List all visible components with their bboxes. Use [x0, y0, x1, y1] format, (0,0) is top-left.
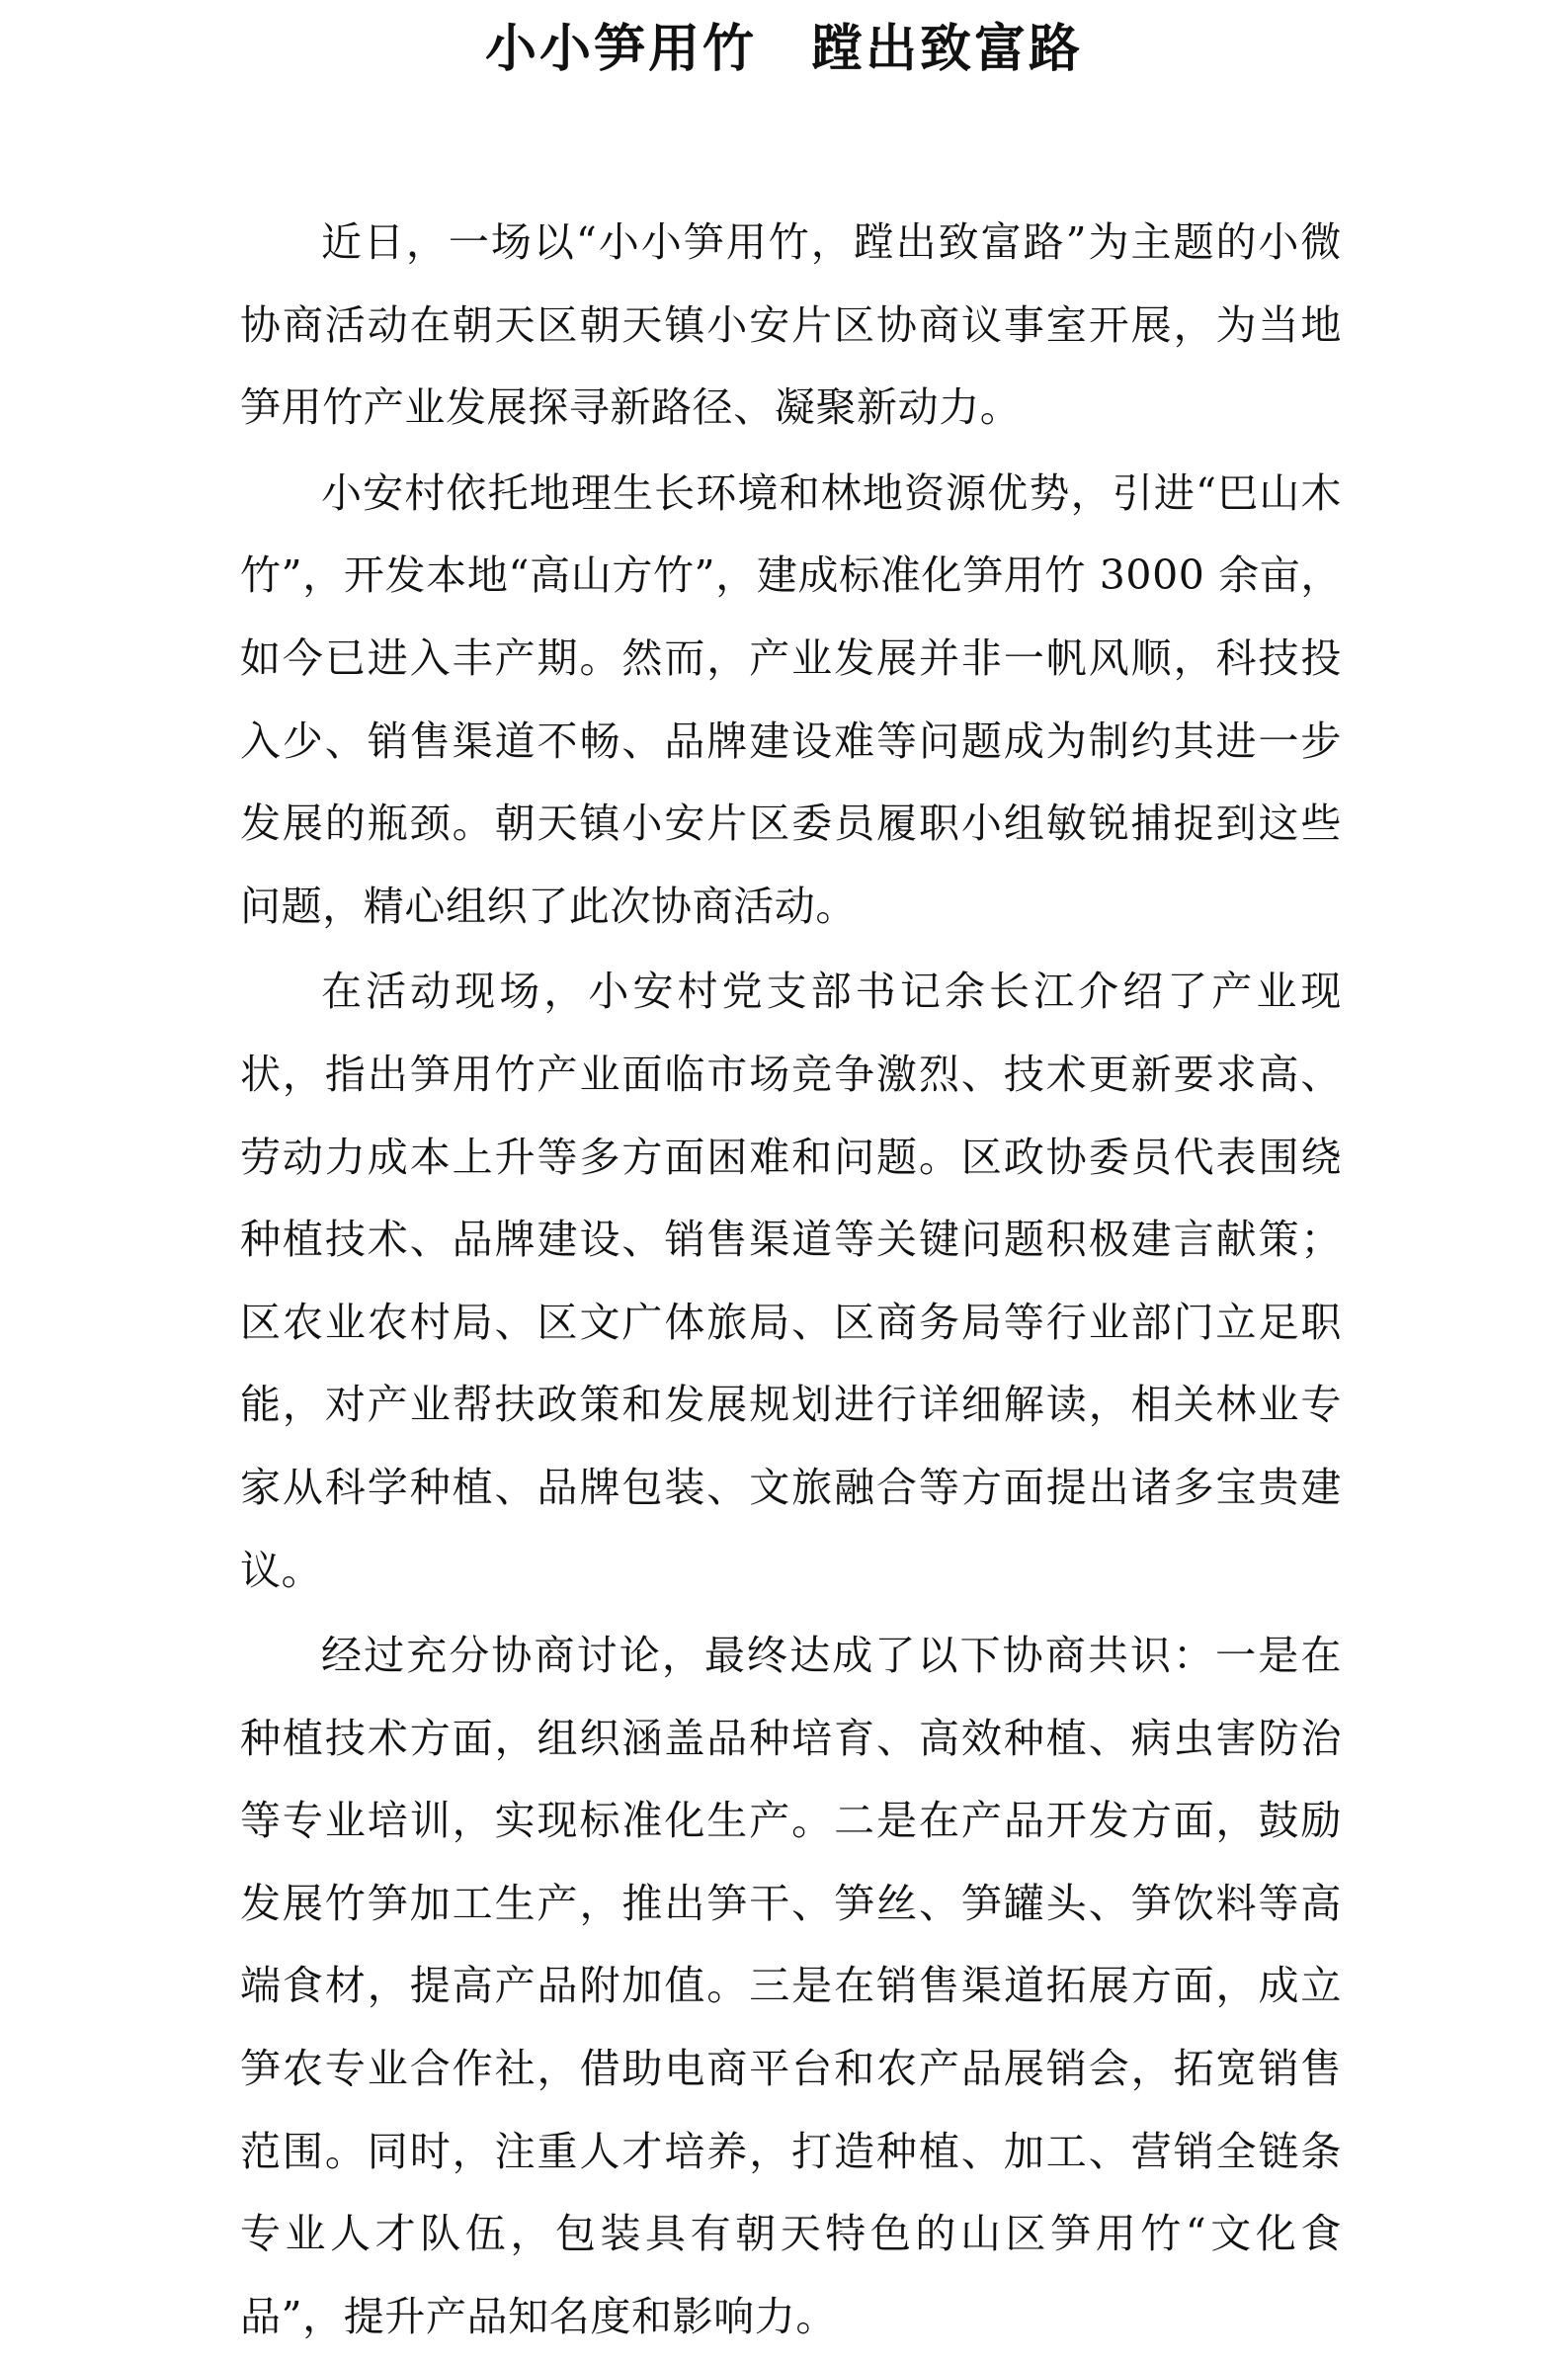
paragraph-3: 在活动现场，小安村党支部书记余长江介绍了产业现状，指出笋用竹产业面临市场竞争激烈、技术更新要求高、劳动力成本上升等多方面困难和问题。区政协委员代表围绕种植技术、品牌建设、销售渠道等关键问题积极建言献策；区农业农村局、区文广体旅局、区商务局等行业部门立足职能，对产业帮扶政策和发展规划进行详细解读，相关林业专家从科学种植、品牌包装、文旅融合等方面提出诸多宝贵建议。 [240, 968, 1342, 1594]
paragraph-1: 近日，一场以“小小笋用竹，蹚出致富路”为主题的小微协商活动在朝天区朝天镇小安片区协商议事室开展，为当地笋用竹产业发展探寻新路径、凝聚新动力。 [240, 218, 1342, 432]
paragraph-2: 小安村依托地理生长环境和林地资源优势，引进“巴山木竹”，开发本地“高山方竹”，建成标准化笋用竹 3000 余亩，如今已进入丰产期。然而，产业发展并非一帆风顺，科技投入少、销售渠道不畅、品牌建设难等问题成为制约其进一步发展的瓶颈。朝天镇小安片区委员履职小组敏锐捕捉到这些问题，精心组织了此次协商活动。 [240, 468, 1342, 930]
article-body [240, 202, 1342, 2361]
article-title: 小小笋用竹 蹚出致富路 [484, 19, 1083, 79]
paragraph-4: 经过充分协商讨论，最终达成了以下协商共识：一是在种植技术方面，组织涵盖品种培育、高效种植、病虫害防治等专业培训，实现标准化生产。二是在产品开发方面，鼓励发展竹笋加工生产，推出笋干、笋丝、笋罐头、笋饮料等高端食材，提高产品附加值。三是在销售渠道拓展方面，成立笋农专业合作社，借助电商平台和农产品展销会，拓宽销售范围。同时，注重人才培养，打造种植、加工、营销全链条专业人才队伍，包装具有朝天特色的山区笋用竹“文化食品”，提升产品知名度和影响力。 [240, 1632, 1342, 2340]
